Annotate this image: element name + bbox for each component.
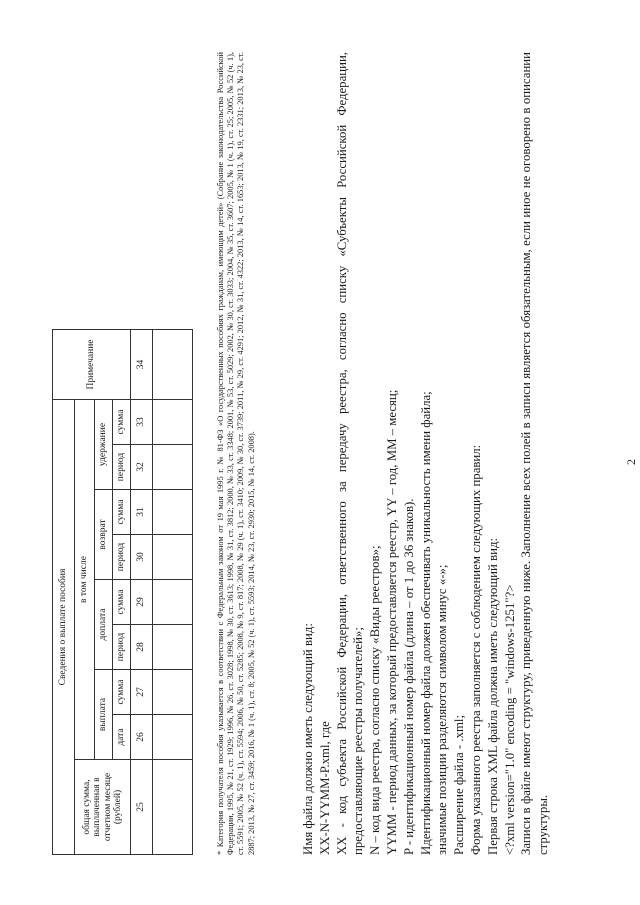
paragraph: YYMM - период данных, за который предоставляется реестр, YY – год, MM – месяц; bbox=[384, 389, 399, 855]
column-number: 26 bbox=[131, 715, 153, 760]
subheader-period: период bbox=[113, 625, 131, 670]
column-number: 31 bbox=[131, 490, 153, 535]
subheader-period: период bbox=[113, 445, 131, 490]
header-group-surcharge: доплата bbox=[95, 580, 113, 670]
column-number-row bbox=[131, 330, 153, 855]
paragraph: Записи в файле имеют структуру, приведенную ниже. Заполнение всех полей в записи является обязательным, если иное не оговорено в описании структуры. bbox=[519, 52, 551, 855]
subheader-sum: сумма bbox=[113, 670, 131, 715]
paragraph: Форма указанного реестра заполняется с соблюдением следующих правил: bbox=[468, 444, 483, 855]
column-number: 30 bbox=[131, 535, 153, 580]
column-number: 28 bbox=[131, 625, 153, 670]
subheader-sum: сумма bbox=[113, 490, 131, 535]
header-in-that: в том числе bbox=[75, 400, 95, 760]
payment-info-table bbox=[52, 329, 193, 855]
footnote: * Категория получателя пособия указывается в соответствии с Федеральным законом от 19 мая 1995 г. № 81-ФЗ «О государственных пособиях гражданам, имеющим детей» (Собрание законодательства Российской Федерации, 1995, № 21, ст. 1929; 1996, № 26, ст. 3028; 1998, № 30, ст. 3613; 1998, № 31, ст. 3812; 2000, № 33, ст. 3348; 2001, № 53, ст. 5029; 2002, № 30, ст. 3033; 2004, № 35, ст. 3607; 2005, № 1 (ч. 1), ст. 25; 2005, № 52 (ч. 1), ст. 5591; 2005, № 52 (ч. 1), ст. 5594; 2006, № 50, ст. 5285; 2008, № 9, ст. 817; 2008, № 29 (ч. 1), ст. 3410; 2009, № 30, ст. 3739; 2011, № 29, ст. 4291; 2012, № 31, ст. 4322; 2013, № 14, ст. 1653; 2013, № 19, ст. 2331; 2013, № 23, ст. 2887; 2013, № 27, ст. 3459; 2016, № 1 (ч. 1), ст. 8; 2005, № 52 (ч. 1), ст. 5593; 2014, № 23, ст. 2930; 2015, № 14, ст. 2008). bbox=[216, 52, 256, 855]
subheader-sum: сумма bbox=[113, 580, 131, 625]
paragraph: Идентификационный номер файла должен обеспечивать уникальность имени файла; bbox=[418, 391, 433, 855]
paragraph: Первая строка XML файла должна иметь следующий вид: bbox=[485, 537, 500, 855]
column-number: 34 bbox=[131, 330, 153, 400]
paragraph: XX-N-YYMM-P.xml, где bbox=[317, 721, 332, 855]
subheader-date: дата bbox=[113, 715, 131, 760]
paragraph: XX - код субъекта Российской Федерации, ответственного за передачу реестра, согласно списку «Субъекты Российской Федерации, предоставляющие реестры получателей»; bbox=[334, 52, 366, 855]
subheader-sum: сумма bbox=[113, 400, 131, 445]
page-number: 2 bbox=[624, 459, 638, 465]
body-text bbox=[300, 52, 552, 855]
column-number: 27 bbox=[131, 670, 153, 715]
subheader-period: период bbox=[113, 535, 131, 580]
header-group-payment: выплата bbox=[95, 670, 113, 760]
column-number: 32 bbox=[131, 445, 153, 490]
paragraph: <?xml version="1.0" encoding = "windows-1251"?> bbox=[502, 584, 517, 855]
paragraph: значимые позиции разделяются символом минус «-»; bbox=[435, 564, 450, 855]
paragraph: Расширение файла - .xml; bbox=[452, 714, 467, 855]
header-note: Примечание bbox=[53, 330, 131, 400]
header-group-return: возврат bbox=[95, 490, 113, 580]
header-group-deduction: удержание bbox=[95, 400, 113, 490]
paragraph: N – код вида реестра, согласно списку «Виды реестров»; bbox=[368, 545, 383, 855]
column-number: 25 bbox=[131, 760, 153, 855]
column-number: 29 bbox=[131, 580, 153, 625]
column-number: 33 bbox=[131, 400, 153, 445]
empty-row bbox=[153, 330, 193, 855]
paragraph: P - идентификационный номер файла (длина – от 1 до 36 знаков). bbox=[401, 498, 416, 855]
header-total-sum: общая сумма, выплаченная в отчетном месяце (рублей) bbox=[75, 760, 131, 855]
paragraph: Имя файла должно иметь следующий вид: bbox=[301, 623, 315, 855]
header-payment-info: Сведения о выплате пособия bbox=[53, 400, 75, 855]
